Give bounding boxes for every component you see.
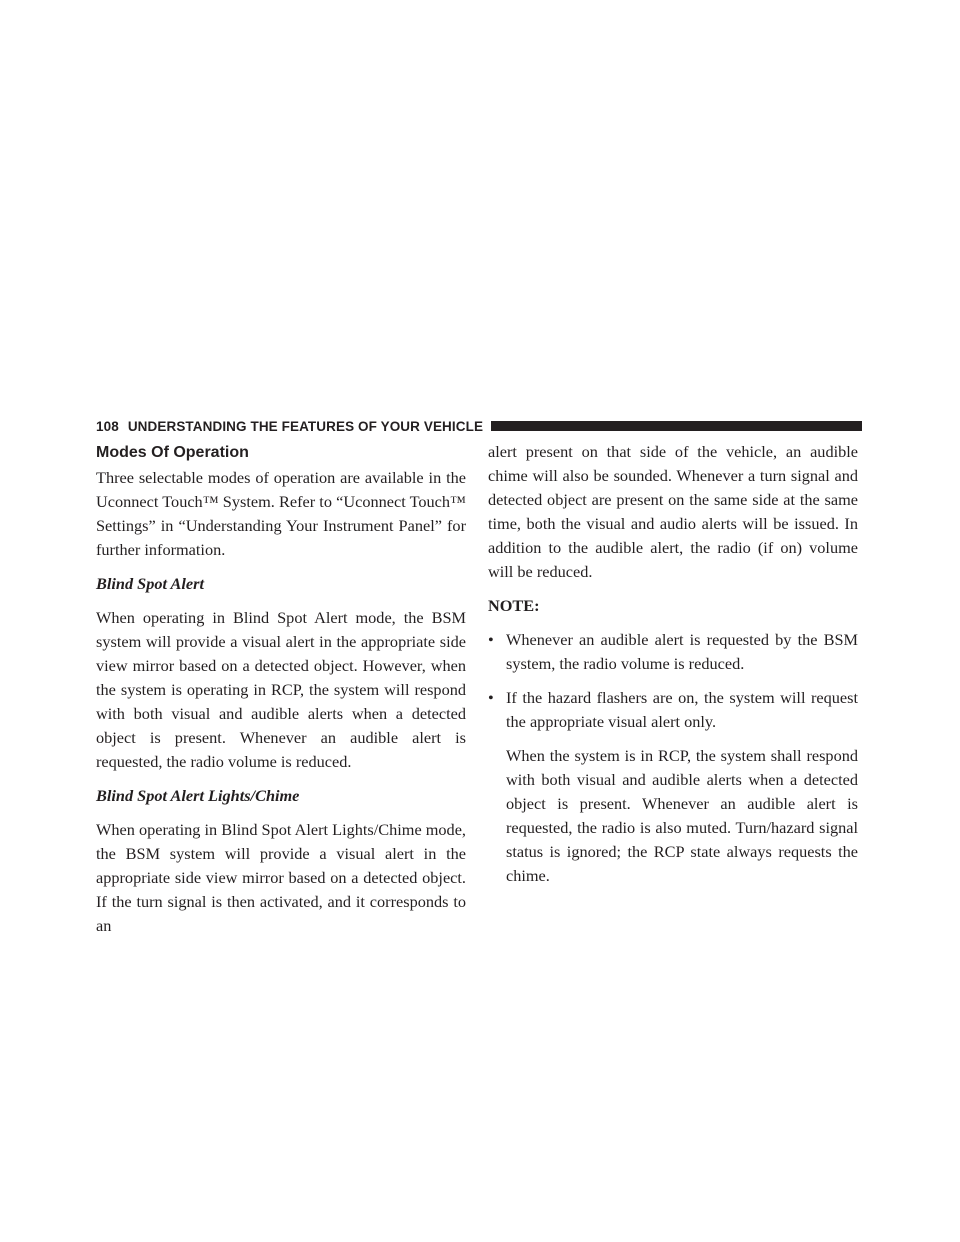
continued-paragraph: alert present on that side of the vehicle, an audible chime will also be sounded. Whenever a turn signal and detected object are present on the same side at the same time, both the visual and audio alerts will be issued. In addition to the audible alert, the radio (if on) volume will be reduced. <box>488 442 858 581</box>
subhead-blind-spot-alert: Blind Spot Alert <box>96 574 204 593</box>
lights-chime-paragraph: When operating in Blind Spot Alert Lights/Chime mode, the BSM system will provide a visual alert in the appropriate side view mirror based on a detected object. If the turn signal is then activated, and it corresponds to an <box>96 820 466 935</box>
intro-paragraph: Three selectable modes of operation are available in the Uconnect Touch™ System. Refer to “Uconnect Touch™ Settings” in “Understanding Your Instrument Panel” for further information. <box>96 468 466 559</box>
note-text: Whenever an audible alert is requested by the BSM system, the radio volume is reduced. <box>506 630 858 673</box>
note-item <box>488 686 858 734</box>
bullet-icon: • <box>488 688 494 707</box>
chapter-title: UNDERSTANDING THE FEATURES OF YOUR VEHICLE <box>127 418 484 434</box>
page-header <box>96 416 862 436</box>
header-rule <box>491 421 862 431</box>
bullet-icon: • <box>488 630 494 649</box>
note-text: If the hazard flashers are on, the system will request the appropriate visual alert only. <box>506 688 858 731</box>
blind-spot-alert-paragraph: When operating in Blind Spot Alert mode, the BSM system will provide a visual alert in the appropriate side view mirror based on a detected object. However, when the system is operating in RCP, the system will respond with both visual and audible alerts when a detected object is present. Whenever an audible alert is requested, the radio volume is reduced. <box>96 608 466 771</box>
note-item <box>488 628 858 676</box>
subhead-lights-chime: Blind Spot Alert Lights/Chime <box>96 786 300 805</box>
page-number: 108 <box>96 418 119 434</box>
note-list <box>488 628 858 734</box>
rcp-paragraph: When the system is in RCP, the system shall respond with both visual and audible alerts when a detected object is present. Whenever an audible alert is requested, the radio is also muted. Turn/hazard signal status is ignored; the RCP state always requests the chime. <box>506 746 858 885</box>
section-title: Modes Of Operation <box>96 444 249 461</box>
left-column <box>96 440 466 948</box>
note-label: NOTE: <box>488 596 540 615</box>
right-column <box>488 440 858 898</box>
